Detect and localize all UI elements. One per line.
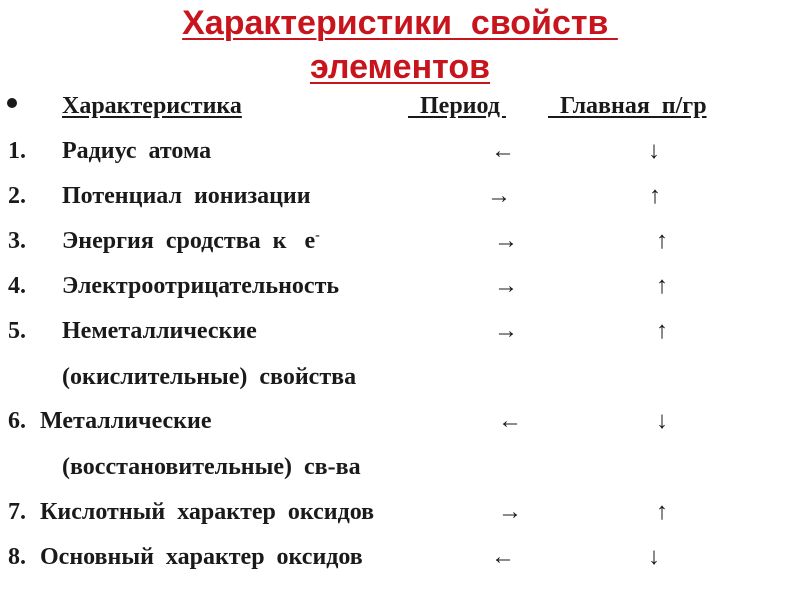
group-arrow-up-icon: ↑: [656, 499, 668, 525]
row-number: 3.: [8, 228, 26, 254]
row-label: Потенциал ионизации: [62, 183, 311, 209]
period-arrow-right-icon: →: [494, 273, 518, 299]
header-main-group: Главная п/гр: [548, 93, 707, 119]
slide-title-line-2: элементов: [309, 48, 490, 86]
group-arrow-up-icon: ↑: [649, 183, 661, 209]
electron-charge-superscript: -: [315, 228, 320, 243]
period-arrow-right-icon: →: [487, 183, 511, 209]
period-arrow-left-icon: ←: [491, 544, 515, 570]
row-number: 6.: [8, 408, 26, 434]
period-arrow-right-icon: →: [494, 318, 518, 344]
row-number: 7.: [8, 499, 26, 525]
group-arrow-down-icon: ↓: [648, 544, 660, 570]
slide-title-line-1: Характеристики свойств: [182, 4, 618, 42]
row-number: 4.: [8, 273, 26, 299]
group-arrow-down-icon: ↓: [648, 138, 660, 164]
period-arrow-right-icon: →: [498, 499, 522, 525]
period-arrow-right-icon: →: [494, 228, 518, 254]
row-number: 8.: [8, 544, 26, 570]
group-arrow-down-icon: ↓: [656, 408, 668, 434]
period-arrow-left-icon: ←: [498, 408, 522, 434]
row-label: Электроотрицательность: [62, 273, 340, 299]
row-label: Металлические: [40, 408, 212, 434]
header-period: Период: [408, 93, 506, 119]
row-label: Радиус атома: [62, 138, 212, 164]
row-label-continued: (окислительные) свойства: [62, 364, 357, 390]
row-label-continued: (восстановительные) св-ва: [62, 454, 361, 480]
header-characteristic: Характеристика: [62, 93, 242, 119]
row-label-text: Энергия сродства к е: [62, 228, 316, 254]
row-label: [62, 226, 320, 256]
period-arrow-left-icon: ←: [491, 138, 515, 164]
group-arrow-up-icon: ↑: [656, 228, 668, 254]
row-number: 1.: [8, 138, 26, 164]
row-number: 5.: [8, 318, 26, 344]
group-arrow-up-icon: ↑: [656, 273, 668, 299]
row-number: 2.: [8, 183, 26, 209]
group-arrow-up-icon: ↑: [656, 318, 668, 344]
bullet-dot-icon: [7, 98, 17, 108]
row-label: Кислотный характер оксидов: [40, 499, 375, 525]
row-label: Основный характер оксидов: [40, 544, 363, 570]
row-label: Неметаллические: [62, 318, 257, 344]
